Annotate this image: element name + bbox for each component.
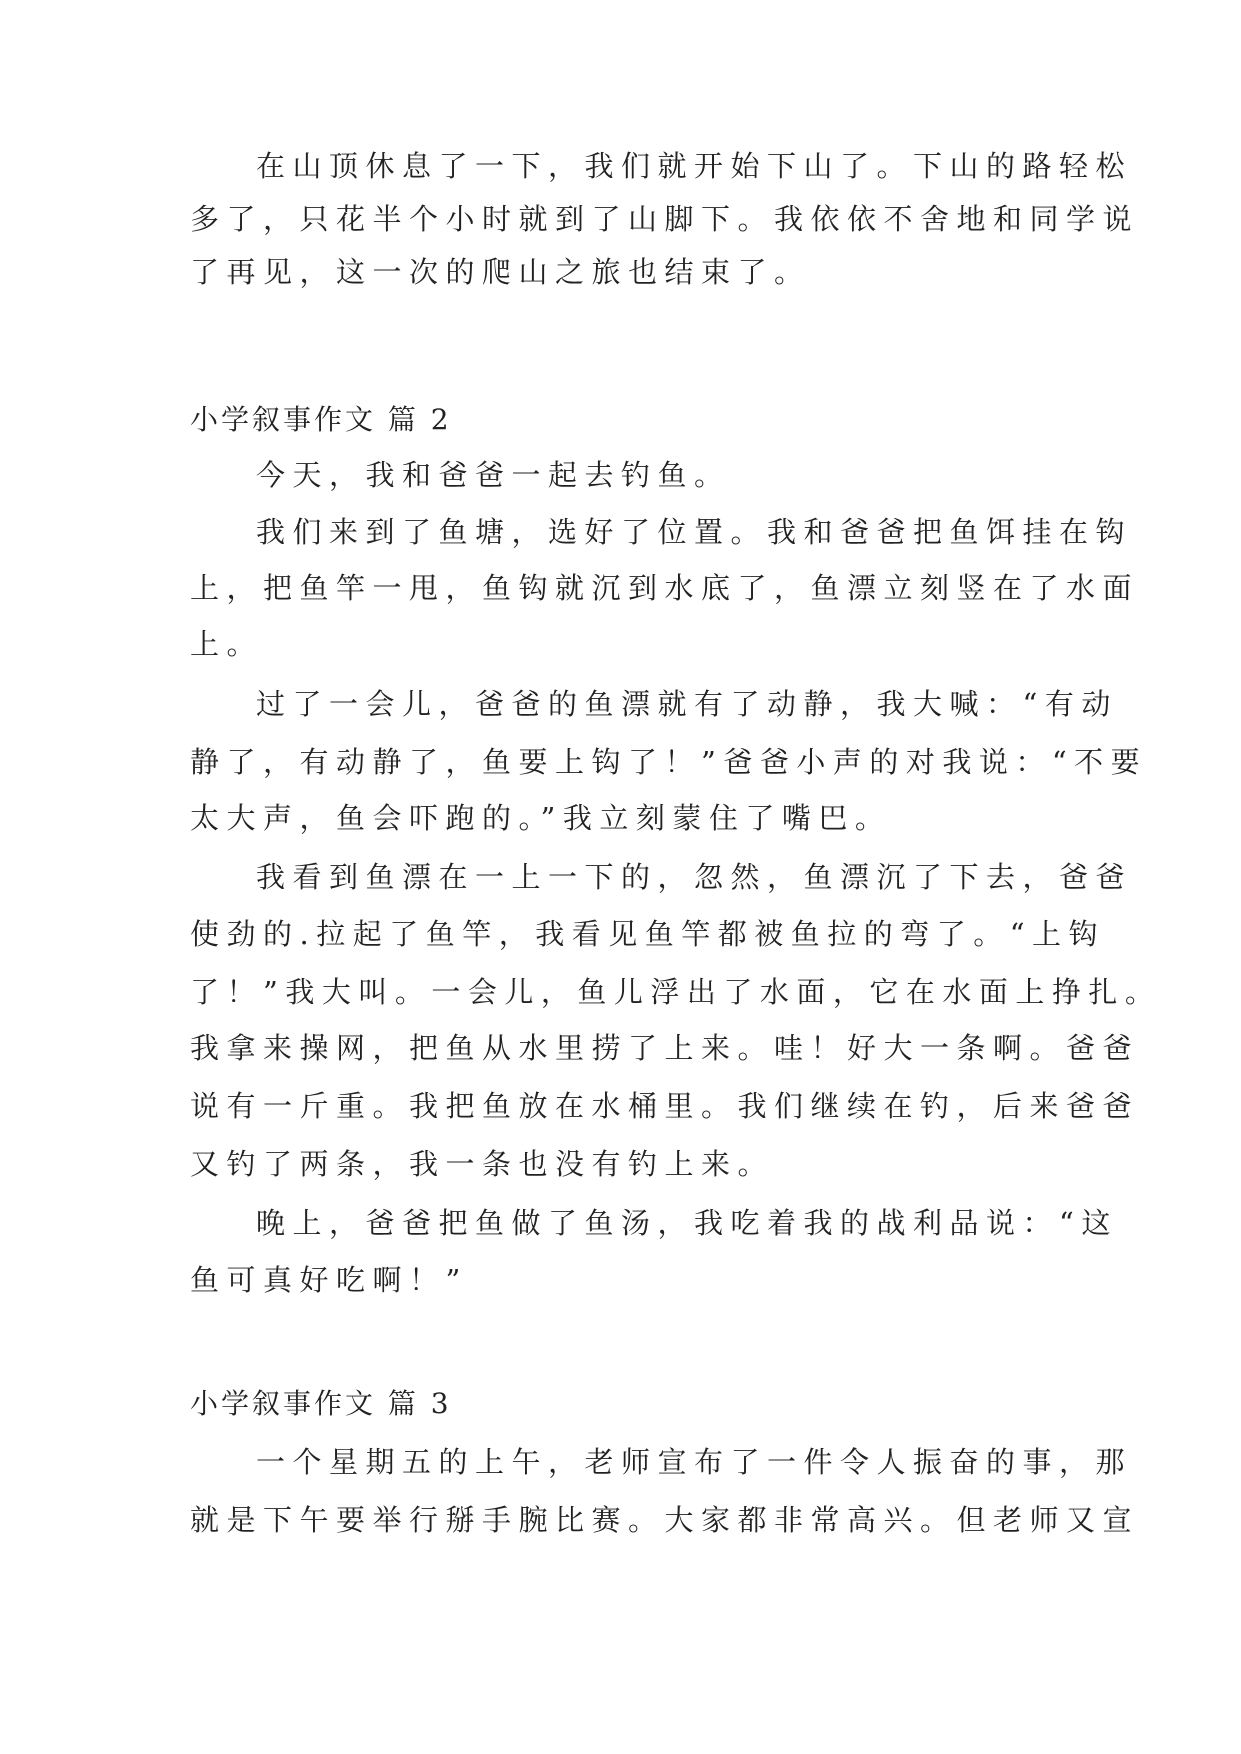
- s2-p3-line-3: 太大声，鱼会吓跑的。”我立刻蒙住了嘴巴。: [190, 801, 892, 835]
- s2-p1-line-1: 今天，我和爸爸一起去钓鱼。: [256, 458, 731, 492]
- s3-p1-line-1: 一个星期五的上午，老师宣布了一件令人振奋的事，那: [256, 1445, 1133, 1479]
- s2-p3-line-2: 静了，有动静了，鱼要上钩了！”爸爸小声的对我说：“不要: [190, 745, 1148, 779]
- s2-p2-line-2: 上，把鱼竿一甩，鱼钩就沉到水底了，鱼漂立刻竖在了水面: [190, 571, 1140, 605]
- s2-p3-line-1: 过了一会儿，爸爸的鱼漂就有了动静，我大喊：“有动: [256, 687, 1118, 721]
- section3-heading: 小学叙事作文 篇 3: [190, 1387, 452, 1420]
- s2-p2-line-3: 上。: [190, 627, 264, 661]
- intro-line-3: 了再见，这一次的爬山之旅也结束了。: [190, 255, 811, 289]
- s2-p5-line-1: 晚上，爸爸把鱼做了鱼汤，我吃着我的战利品说：“这: [256, 1206, 1118, 1240]
- s2-p2-line-1: 我们来到了鱼塘，选好了位置。我和爸爸把鱼饵挂在钩: [256, 515, 1133, 549]
- s2-p4-line-5: 说有一斤重。我把鱼放在水桶里。我们继续在钓，后来爸爸: [190, 1089, 1140, 1123]
- intro-line-1: 在山顶休息了一下，我们就开始下山了。下山的路轻松: [256, 149, 1133, 183]
- s2-p4-line-6: 又钓了两条，我一条也没有钓上来。: [190, 1147, 775, 1181]
- section2-heading: 小学叙事作文 篇 2: [190, 403, 452, 436]
- s2-p4-line-3: 了！”我大叫。一会儿，鱼儿浮出了水面，它在水面上挣扎。: [190, 975, 1162, 1009]
- s2-p4-line-2: 使劲的.拉起了鱼竿，我看见鱼竿都被鱼拉的弯了。“上钩: [190, 917, 1106, 951]
- s2-p4-line-1: 我看到鱼漂在一上一下的，忽然，鱼漂沉了下去，爸爸: [256, 860, 1133, 894]
- intro-line-2: 多了，只花半个小时就到了山脚下。我依依不舍地和同学说: [190, 202, 1140, 236]
- s2-p4-line-4: 我拿来操网，把鱼从水里捞了上来。哇！好大一条啊。爸爸: [190, 1031, 1140, 1065]
- s3-p1-line-2: 就是下午要举行掰手腕比赛。大家都非常高兴。但老师又宣: [190, 1503, 1140, 1537]
- s2-p5-line-2: 鱼可真好吃啊！”: [190, 1263, 468, 1297]
